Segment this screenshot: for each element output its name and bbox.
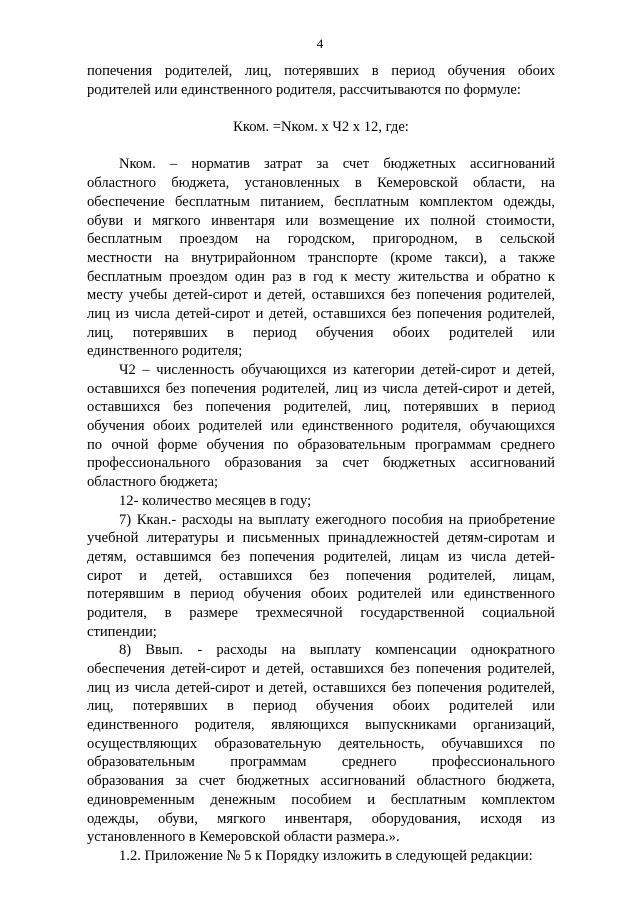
text-line: 1.2. Приложение № 5 к Порядку изложить в следующей редакции:	[119, 847, 533, 864]
text-line: единственного родителя;	[87, 343, 243, 360]
text-line: учебной литературы и письменных принадлежностей детям-сиротам и	[87, 530, 555, 547]
blank-line	[87, 137, 555, 156]
text-line: областного бюджета, установленных в Кемеровской области, на	[87, 175, 555, 192]
text-line: областного бюджета;	[87, 474, 219, 491]
text-line: оставшихся без попечения родителей, лиц, потерявших в период	[87, 399, 555, 416]
text-line: установленного в Кемеровской области размера.».	[87, 829, 400, 846]
text-line: осуществляющих образовательную деятельность, обучавшихся по	[87, 735, 555, 752]
text-line: по очной форме обучения по образовательным программам среднего	[87, 436, 555, 453]
text-line: детям, оставшимся без попечения родителей, лицам из числа детей-	[87, 548, 555, 565]
text-line: Ч2 – численность обучающихся из категории детей-сирот и детей,	[119, 362, 555, 378]
text-line: обеспечение бесплатным питанием, бесплатным комплектом одежды,	[87, 193, 555, 210]
text-line: стипендии;	[87, 623, 157, 640]
text-line: лиц, потерявших в период обучения обоих родителей или	[87, 324, 555, 341]
text-line: обуви и мягкого инвентаря или возмещение их полной стоимости,	[87, 212, 555, 229]
text-line: потерявшим в период обучения обоих родителей или единственного	[87, 586, 555, 603]
text-line: лиц, потерявших в период обучения обоих родителей или	[87, 698, 555, 715]
text-line: месту учебы детей-сирот и детей, оставшихся без попечения родителей,	[87, 287, 555, 304]
text-line: единовременным денежным пособием и бесплатным комплектом	[87, 791, 555, 808]
document-body	[87, 62, 555, 866]
page-number: 4	[316, 36, 324, 51]
text-line: сирот и детей, оставшихся без попечения родителей, лицам,	[87, 567, 555, 584]
blank-line	[87, 99, 555, 118]
text-line: 7) Ккан.- расходы на выплату ежегодного пособия на приобретение	[119, 511, 555, 528]
text-line: оставшихся без попечения родителей, лиц из числа детей-сирот и детей,	[87, 380, 555, 397]
text-line: лиц из числа детей-сирот и детей, оставшихся без попечения родителей,	[87, 305, 555, 322]
text-line: обеспечения детей-сирот и детей, оставшихся без попечения родителей,	[87, 661, 555, 677]
text-line: 8) Ввып. - расходы на выплату компенсации однократного	[119, 642, 555, 659]
text-line: родителей или единственного родителя, рассчитываются по формуле:	[87, 81, 521, 98]
text-line: образования за счет бюджетных ассигнований областного бюджета,	[87, 773, 555, 790]
text-line: попечения родителей, лиц, потерявших в период обучения обоих	[87, 63, 555, 79]
text-line: единственного родителя, являющихся выпускниками организаций,	[87, 717, 555, 734]
text-line: профессионального образования за счет бюджетных ассигнований	[87, 455, 555, 472]
text-line: бесплатным проездом на городском, пригородном, в сельской	[87, 231, 555, 248]
text-line: местности на внутрирайонном транспорте (кроме такси), а также	[87, 249, 555, 266]
text-line: бесплатным проездом один раз в год к месту жительства и обратно к	[87, 268, 555, 285]
text-line: образовательным программам среднего профессионального	[87, 754, 555, 771]
text-line: обучения обоих родителей или единственного родителя, обучающихся	[87, 418, 555, 435]
text-line: одежды, обуви, мягкого инвентаря, оборудования, исходя из	[87, 810, 555, 827]
text-line: 12- количество месяцев в году;	[119, 492, 312, 509]
text-line: лиц из числа детей-сирот и детей, оставшихся без попечения родителей,	[87, 679, 555, 696]
text-line: родителя, в размере трехмесячной государственной социальной	[87, 604, 555, 621]
text-line: Nком. – норматив затрат за счет бюджетных ассигнований	[119, 156, 555, 173]
formula-line: Кком. =Nком. х Ч2 х 12, где:	[233, 119, 409, 136]
